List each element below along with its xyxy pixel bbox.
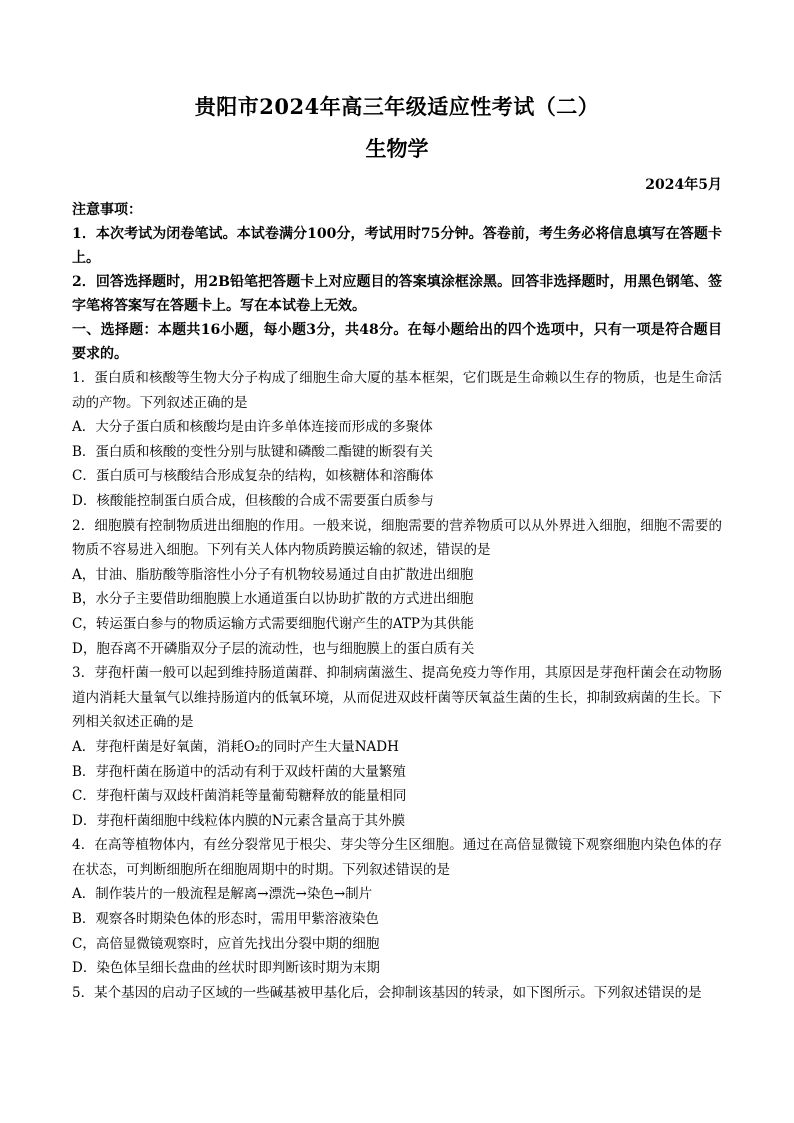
question-stem: 4．在高等植物体内，有丝分裂常见于根尖、芽尖等分生区细胞。通过在高倍显微镜下观察细胞内染色体的存在状态，可判断细胞所在细胞周期中的时期。下列叙述错误的是 bbox=[72, 837, 722, 878]
question-3 bbox=[72, 661, 722, 833]
section-heading: 一、选择题：本题共16小题，每小题3分，共48分。在每小题给出的四个选项中，只有一项是符合题目要求的。 bbox=[72, 322, 722, 362]
option-d: D．核酸能控制蛋白质合成，但核酸的合成不需要蛋白质参与 bbox=[72, 492, 434, 509]
question-stem: 1．蛋白质和核酸等生物大分子构成了细胞生命大厦的基本框架，它们既是生命赖以生存的物质，也是生命活动的产物。下列叙述正确的是 bbox=[72, 370, 722, 411]
exam-date: 2024年5月 bbox=[645, 177, 722, 193]
option-a: A．制作装片的一般流程是解离→漂洗→染色→制片 bbox=[72, 886, 373, 903]
question-stem: 2．细胞膜有控制物质进出细胞的作用。一般来说，细胞需要的营养物质可以从外界进入细胞，细胞不需要的物质不容易进入细胞。下列有关人体内物质跨膜运输的叙述，错误的是 bbox=[72, 517, 722, 559]
option-a: A．芽孢杆菌是好氧菌，消耗O₂的同时产生大量NADH bbox=[72, 738, 399, 755]
note-item: 1．本次考试为闭卷笔试。本试卷满分100分，考试用时75分钟。答卷前，考生务必将信息填写在答题卡上。 bbox=[72, 226, 722, 266]
option-b: B．芽孢杆菌在肠道中的活动有利于双歧杆菌的大量繁殖 bbox=[72, 763, 406, 780]
question-stem: 5．某个基因的启动子区域的一些碱基被甲基化后，会抑制该基因的转录，如下图所示。下列叙述错误的是 bbox=[72, 984, 702, 1001]
option-b: B，水分子主要借助细胞膜上水通道蛋白以协助扩散的方式进出细胞 bbox=[72, 591, 474, 608]
option-d: D，胞吞离不开磷脂双分子层的流动性，也与细胞膜上的蛋白质有关 bbox=[72, 640, 475, 657]
note-item: 2．回答选择题时，用2B铅笔把答题卡上对应题目的答案填涂框涂黑。回答非选择题时，用黑色钢笔、签字笔将答案写在答题卡上。写在本试卷上无效。 bbox=[72, 274, 722, 314]
option-c: C．蛋白质可与核酸结合形成复杂的结构，如核糖体和溶酶体 bbox=[72, 468, 434, 485]
option-b: B．蛋白质和核酸的变性分别与肽键和磷酸二酯键的断裂有关 bbox=[72, 443, 433, 460]
question-1 bbox=[72, 366, 722, 514]
question-2 bbox=[72, 514, 722, 662]
option-c: C，高倍显微镜观察时，应首先找出分裂中期的细胞 bbox=[72, 935, 380, 952]
question-5 bbox=[72, 981, 722, 1006]
subject-title: 生物学 bbox=[365, 136, 429, 161]
exam-title: 贵阳市2024年高三年级适应性考试（二） bbox=[194, 94, 600, 119]
option-d: D．芽孢杆菌细胞中线粒体内膜的N元素含量高于其外膜 bbox=[72, 812, 406, 829]
option-b: B．观察各时期染色体的形态时，需用甲紫溶液染色 bbox=[72, 911, 379, 928]
exam-page bbox=[72, 92, 722, 1005]
option-d: D．染色体呈细长盘曲的丝状时即判断该时期为末期 bbox=[72, 960, 380, 977]
option-c: C，转运蛋白参与的物质运输方式需要细胞代谢产生的ATP为其供能 bbox=[72, 615, 474, 632]
question-4 bbox=[72, 833, 722, 981]
option-a: A，甘油、脂肪酸等脂溶性小分子有机物较易通过自由扩散进出细胞 bbox=[72, 566, 474, 583]
option-c: C．芽孢杆菌与双歧杆菌消耗等量葡萄糖释放的能量相同 bbox=[72, 788, 407, 805]
notes-heading: 注意事项： bbox=[72, 202, 142, 218]
question-stem: 3．芽孢杆菌一般可以起到维持肠道菌群、抑制病菌滋生、提高免疫力等作用，其原因是芽孢杆菌会在动物肠道内消耗大量氧气以维持肠道内的低氧环境，从而促进双歧杆菌等厌氧益生菌的生长，抑制致病菌的生长。下列相关叙述正确的是 bbox=[72, 665, 722, 731]
option-a: A．大分子蛋白质和核酸均是由许多单体连接而形成的多聚体 bbox=[72, 419, 433, 436]
